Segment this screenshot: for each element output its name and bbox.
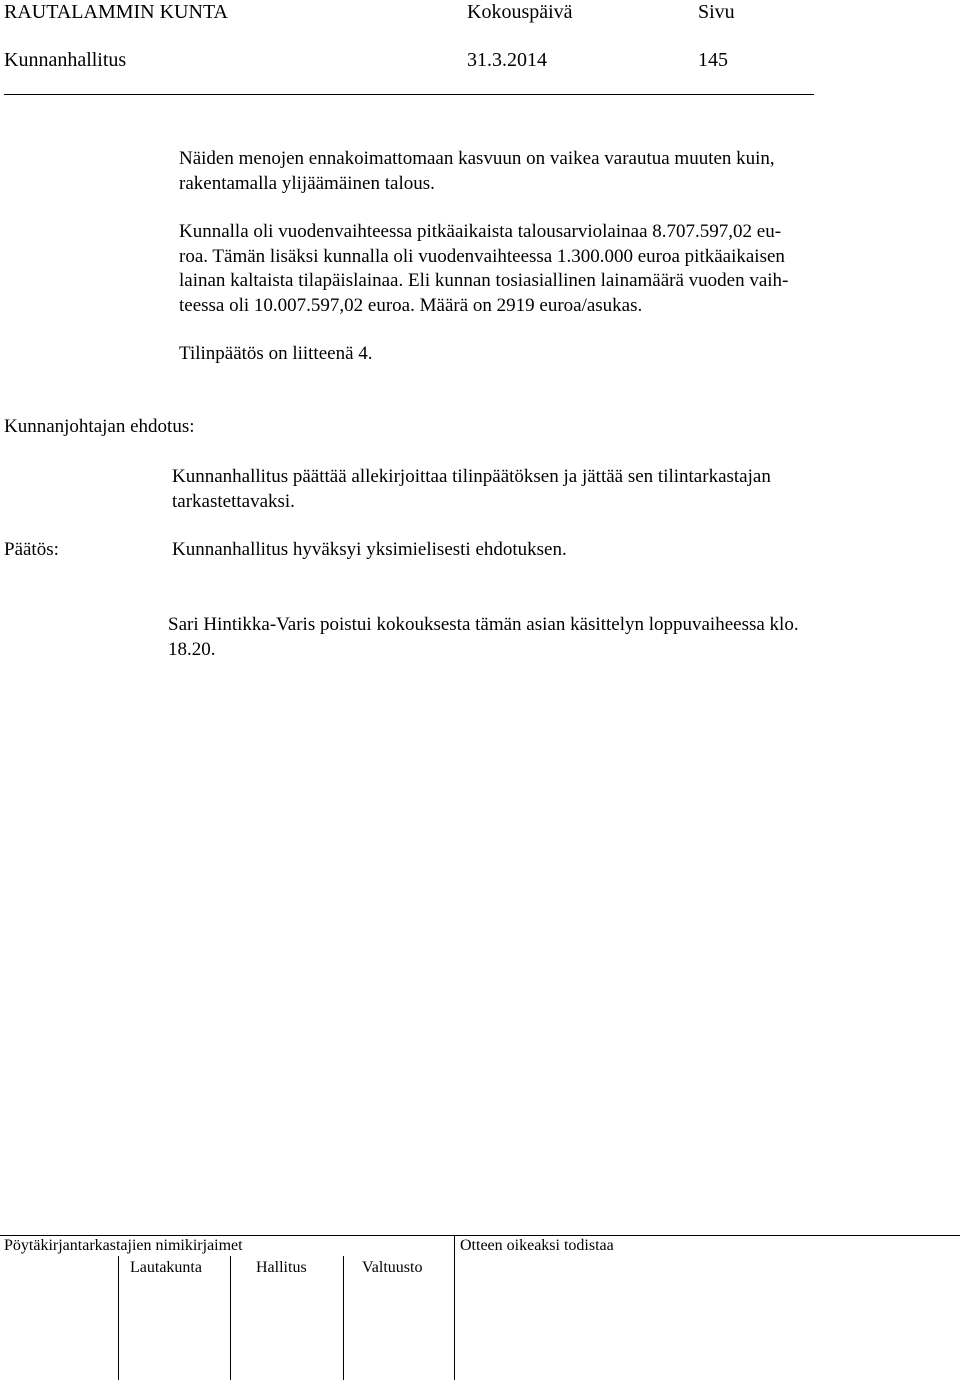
meeting-date: 31.3.2014 <box>467 49 547 71</box>
text-line: roa. Tämän lisäksi kunnalla oli vuodenvaihteessa 1.300.000 euroa pitkäaikaisen <box>179 245 785 267</box>
proposal-label: Kunnanjohtajan ehdotus: <box>4 416 195 437</box>
meeting-date-label: Kokouspäivä <box>467 1 573 23</box>
header-divider <box>4 94 814 95</box>
footer-column-line <box>230 1256 231 1380</box>
text-line: Näiden menojen ennakoimattomaan kasvuun on vaikea varautua muuten kuin, <box>179 148 775 169</box>
column-hallitus: Hallitus <box>256 1259 307 1276</box>
proposal-text <box>172 465 771 514</box>
paragraph-2 <box>179 220 788 318</box>
departure-note <box>168 613 799 662</box>
decision-text: Kunnanhallitus hyväksyi yksimielisesti ehdotuksen. <box>172 539 567 560</box>
text-line: rakentamalla ylijäämäinen talous. <box>179 172 435 194</box>
footer-column-line <box>343 1256 344 1380</box>
decision-label: Päätös: <box>4 539 59 560</box>
governing-body: Kunnanhallitus <box>4 49 127 71</box>
initials-label: Pöytäkirjantarkastajien nimikirjaimet <box>4 1237 243 1254</box>
page-label: Sivu <box>698 1 735 23</box>
footer-column-line <box>118 1256 119 1380</box>
paragraph-1 <box>179 147 775 196</box>
text-line: lainan kaltaista tilapäislainaa. Eli kunnan tosiasiallinen lainamäärä vuoden vaih- <box>179 270 789 291</box>
municipality-name: RAUTALAMMIN KUNTA <box>4 1 229 23</box>
column-valtuusto: Valtuusto <box>362 1259 423 1276</box>
footer-top-rule <box>0 1235 960 1236</box>
attachment-note: Tilinpäätös on liitteenä 4. <box>179 343 373 364</box>
column-lautakunta: Lautakunta <box>130 1259 202 1276</box>
copy-certified-label: Otteen oikeaksi todistaa <box>460 1237 614 1254</box>
text-line: Sari Hintikka-Varis poistui kokouksesta tämän asian käsittelyn loppuvaiheessa klo. <box>168 614 799 635</box>
text-line: tarkastettavaksi. <box>172 490 295 512</box>
page-number: 145 <box>698 49 728 71</box>
footer-divider <box>454 1235 455 1380</box>
text-line: teessa oli 10.007.597,02 euroa. Määrä on 2919 euroa/asukas. <box>179 294 643 316</box>
text-line: Kunnanhallitus päättää allekirjoittaa tilinpäätöksen ja jättää sen tilintarkastajan <box>172 466 771 487</box>
text-line: 18.20. <box>168 638 216 660</box>
text-line: Kunnalla oli vuodenvaihteessa pitkäaikaista talousarviolainaa 8.707.597,02 eu- <box>179 221 782 242</box>
